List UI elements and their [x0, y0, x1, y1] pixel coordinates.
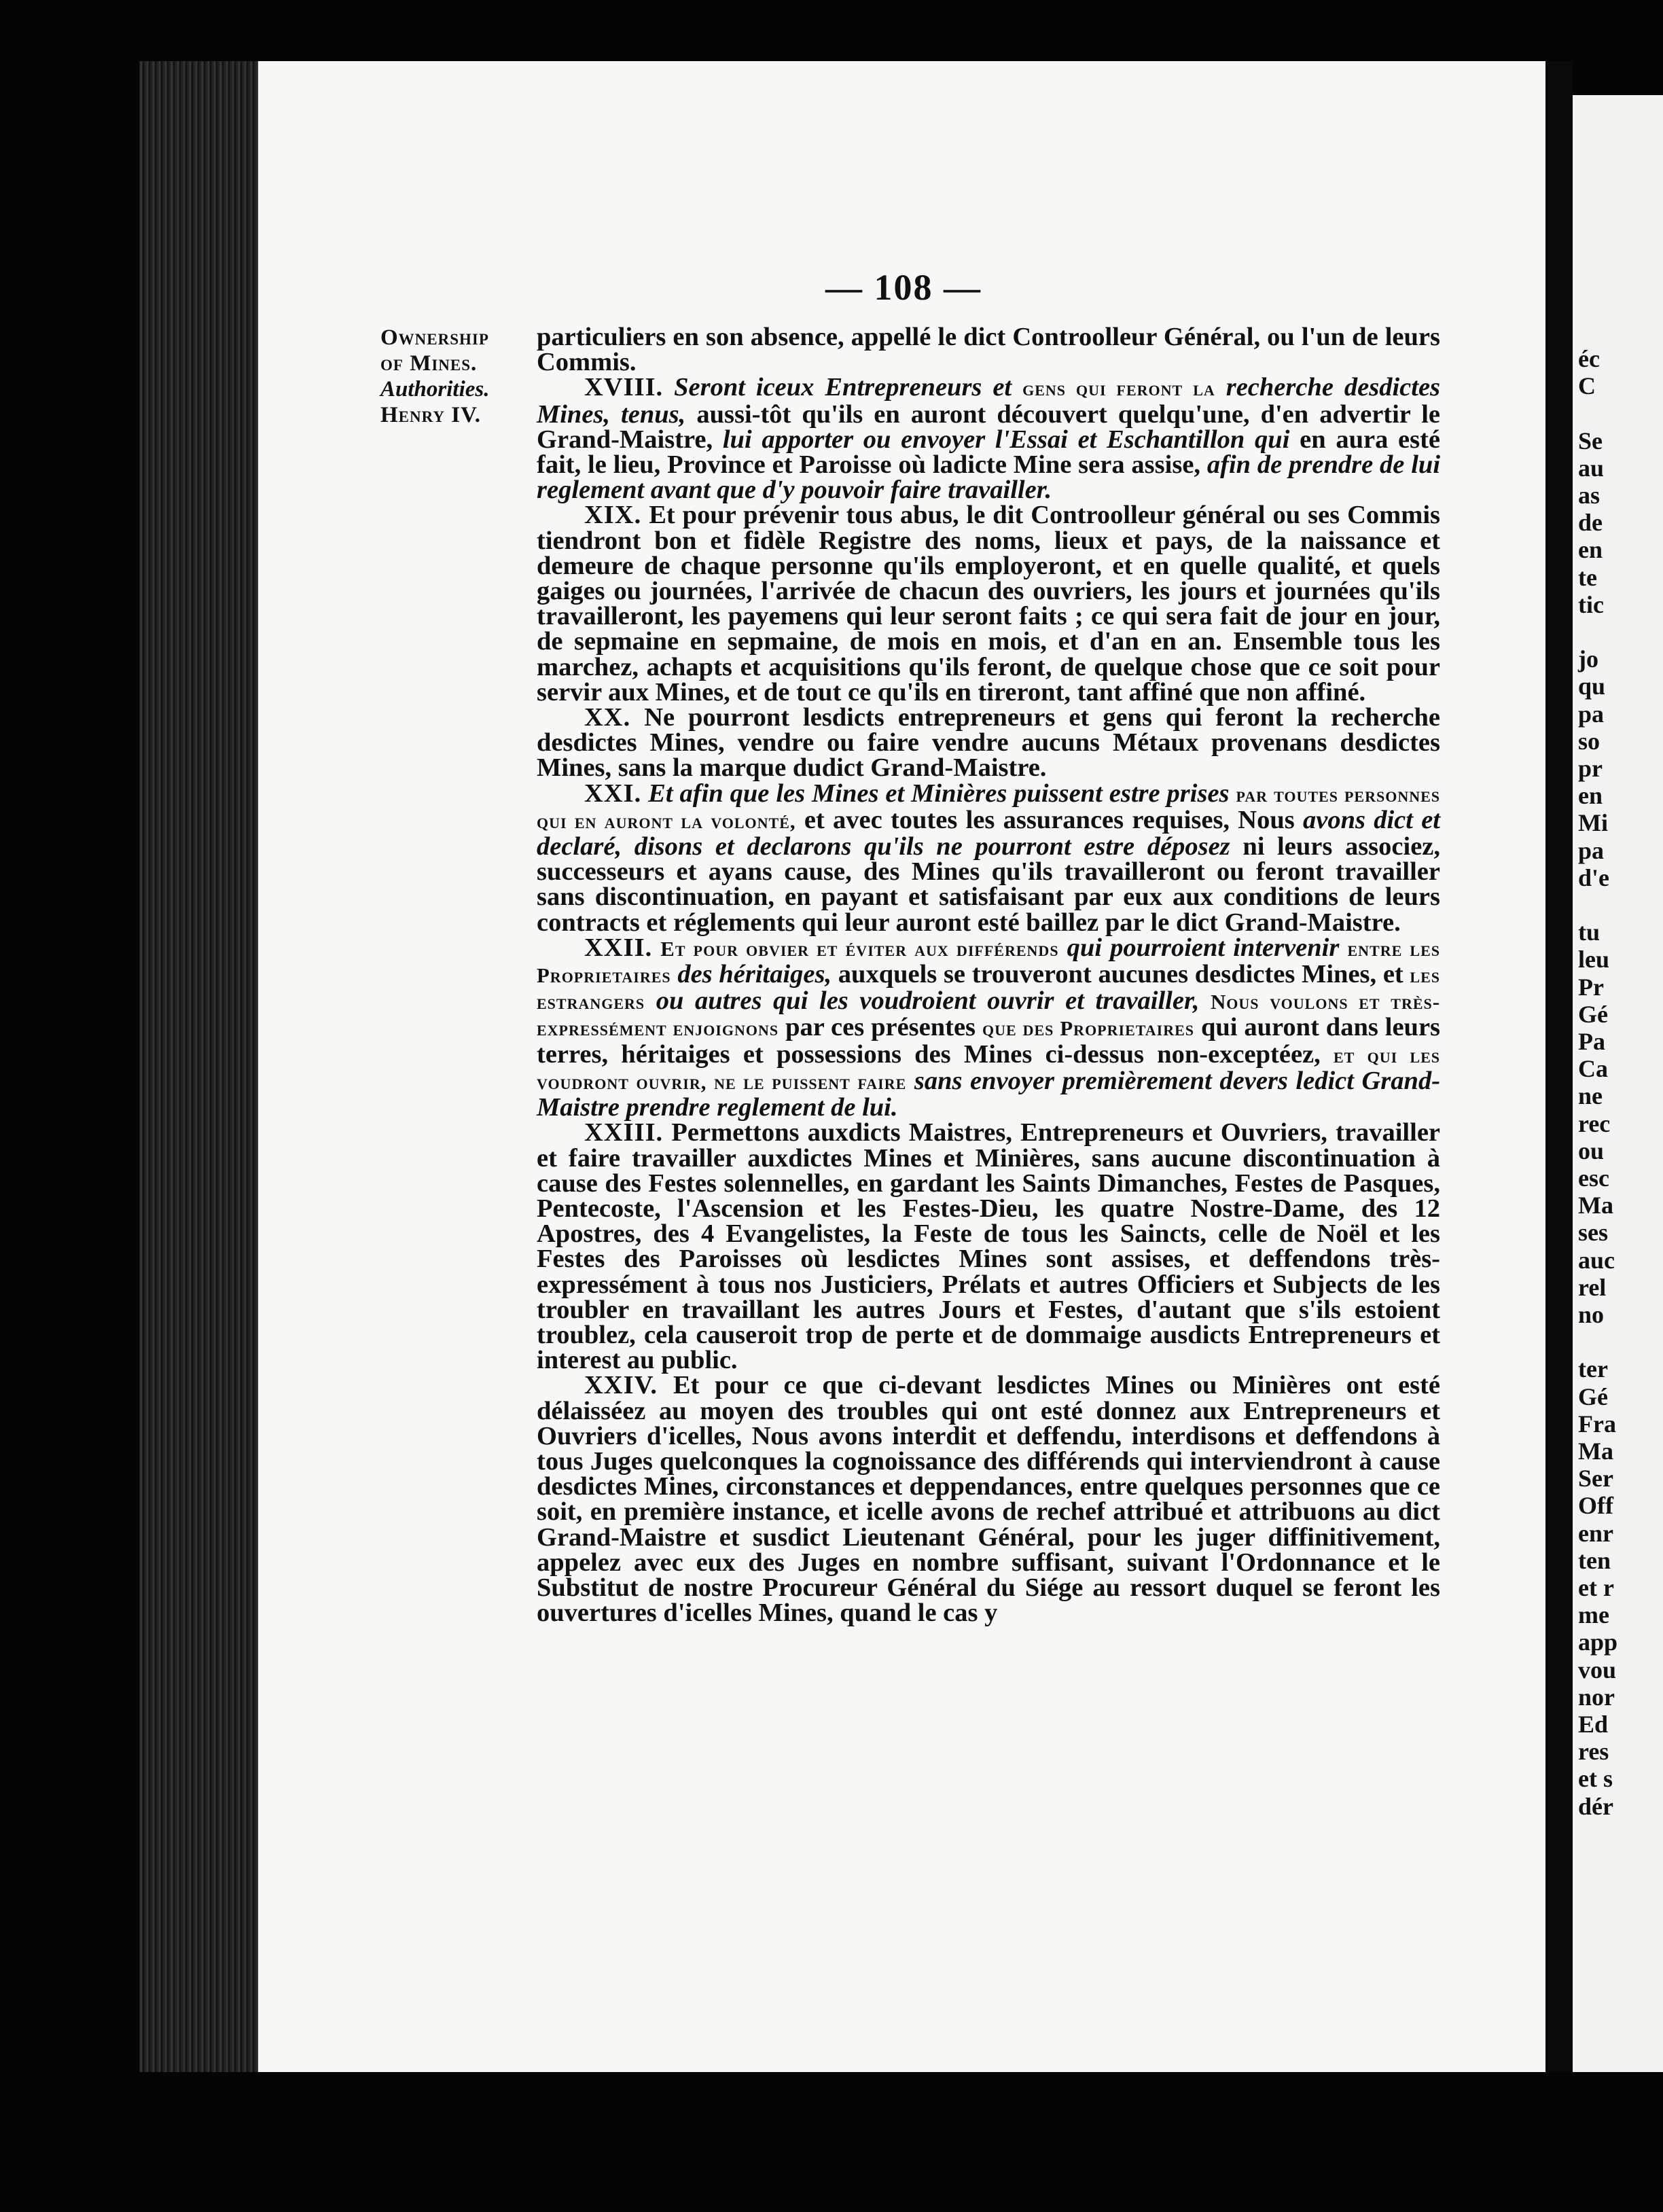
adjacent-page-text: me: [1578, 1601, 1609, 1629]
adjacent-page-text: nor: [1578, 1683, 1615, 1711]
adjacent-page-text: Gé: [1578, 1000, 1608, 1028]
adjacent-page-text: vou: [1578, 1656, 1617, 1683]
adjacent-page-text: ten: [1578, 1546, 1611, 1574]
adjacent-page-text: auc: [1578, 1246, 1615, 1274]
adjacent-page-text: C: [1578, 372, 1596, 400]
adjacent-page-text: no: [1578, 1301, 1605, 1328]
adjacent-page-text: de: [1578, 509, 1603, 537]
adjacent-page-text: pr: [1578, 755, 1603, 782]
adjacent-page-text: et s: [1578, 1765, 1613, 1793]
adjacent-page-text: Ma: [1578, 1192, 1613, 1219]
adjacent-page-text: éc: [1578, 345, 1600, 372]
adjacent-page-text: as: [1578, 482, 1601, 509]
adjacent-page-text: tu: [1578, 918, 1601, 946]
adjacent-page-text: ou: [1578, 1137, 1605, 1164]
adjacent-page-text: jo: [1578, 645, 1598, 673]
adjacent-page-text: app: [1578, 1628, 1618, 1656]
article-xix: XIX. Et pour prévenir tous abus, le dit Controolleur général ou ses Commis tiendront bon et fidèle Registre des noms, lieux et pays, de la naissance et demeure de chaque personne qu'ils employeront, et en quelle qualité, et quels gaiges ou journées, l'arrivée de chacun des ouvriers, les jours et journées qu'ils travailleront, les payemens qui leur seront faits ; ce qui sera fait de jour en jour, de sepmaine en sepmaine, de mois en mois, et d'an en an. Ensemble tous les marchez, achapts et acquisitions qu'ils feront, de quelque chose que ce soit pour servir aux Mines, et de tout ce qu'ils en tireront, tant affiné que non affiné.: [537, 501, 1440, 707]
adjacent-page-text: au: [1578, 454, 1605, 482]
page-number: — 108 —: [825, 267, 982, 308]
book-page-edges: [139, 61, 258, 2072]
adjacent-page-text: Fra: [1578, 1410, 1616, 1438]
adjacent-page-text: pa: [1578, 700, 1605, 728]
adjacent-page-text: enr: [1578, 1519, 1613, 1547]
adjacent-page-text: Ser: [1578, 1465, 1613, 1493]
adjacent-page-text: dér: [1578, 1792, 1613, 1820]
adjacent-page-fragment: [1573, 95, 1663, 2072]
adjacent-page-text: pa: [1578, 836, 1605, 864]
body-text: [537, 325, 1440, 1626]
adjacent-page-text: ne: [1578, 1082, 1603, 1110]
adjacent-page-text: Mi: [1578, 809, 1608, 837]
adjacent-page-text: Se: [1578, 427, 1603, 454]
article-xxiii: XXIII. Permettons auxdicts Maistres, Entrepreneurs et Ouvriers, travailler et faire travailler auxdictes Mines et Minières, sans aucune discontinuation à cause des Festes solennelles, en gardant les Saints Dimanches, Festes de Pasques, Pentecoste, l'Ascension et les Festes-Dieu, les quatre Nostre-Dame, des 12 Apostres, des 4 Evangelistes, la Feste de tous les Saincts, celle de Noël et les Festes des Paroisses où lesdictes Mines sont assises, et deffendons très-expressément à tous nos Justiciers, Prélats et autres Officiers et Subjects de les troubler en travaillant les autres Jours et Festes, d'autant que s'ils estoient troublez, cela causeroit trop de perte et de dommaige ausdicts Entrepreneurs et interest au public.: [537, 1118, 1440, 1375]
article-xxiv: XXIV. Et pour ce que ci-devant lesdictes Mines ou Minières ont esté délaisséez au moyen des troubles qui ont esté donnez aux Entrepreneurs et Ouvriers d'icelles, Nous avons interdit et deffendu, interdisons et deffendons à tous Juges quelconques la cognoissance des différends qui interviendront à cause desdictes Mines, circonstances et deppendances, entre quelques personnes que ce soit, en première instance, et icelle avons de rechef attribué et attribuons au dict Grand-Maistre et susdict Lieutenant Général, pour les juger diffinitivement, appelez avec eux des Juges en nombre suffisant, suivant l'Ordonnance et le Substitut de nostre Procureur Général du Siége au ressort duquel se feront les ouvertures d'icelles Mines, quand le cas y: [537, 1371, 1440, 1628]
adjacent-page-text: ter: [1578, 1355, 1608, 1383]
margin-note: [380, 325, 537, 428]
margin-note-line: Authorities.: [380, 377, 490, 402]
adjacent-page-text: so: [1578, 727, 1601, 755]
adjacent-page-text: qu: [1578, 673, 1606, 700]
adjacent-page-text: d'e: [1578, 863, 1610, 891]
article-xxii: XXII. Et pour obvier et éviter aux différends qui pourroient intervenir entre les Proprietaires des héritaiges, auxquels se trouveront aucunes desdictes Mines, et les estrangers ou autres qui les voudroient ouvrir et travailler, Nous voulons et très-expressément enjoignons par ces présentes que des Proprietaires qui auront dans leurs terres, héritaiges et possessions des Mines ci-dessus non-exceptéez, et qui les voudront ouvrir, ne le puissent faire sans envoyer premièrement devers ledict Grand-Maistre prendre reglement de lui.: [537, 933, 1441, 1122]
adjacent-page-text: esc: [1578, 1164, 1609, 1192]
adjacent-page-text: Pa: [1578, 1028, 1605, 1055]
adjacent-page-text: rel: [1578, 1273, 1607, 1301]
adjacent-page-text: en: [1578, 536, 1603, 564]
adjacent-page-text: tic: [1578, 590, 1604, 618]
adjacent-page-text: Pr: [1578, 973, 1604, 1001]
adjacent-page-text: te: [1578, 563, 1597, 591]
adjacent-page-text: Ma: [1578, 1438, 1613, 1465]
adjacent-page-text: leu: [1578, 946, 1610, 974]
adjacent-page-text: Gé: [1578, 1382, 1608, 1410]
paragraph-continuation: particuliers en son absence, appellé le dict Controolleur Général, ou l'un de leurs Commis.: [537, 323, 1440, 377]
adjacent-page-text: Ca: [1578, 1055, 1608, 1083]
adjacent-page-text: Off: [1578, 1492, 1613, 1520]
margin-note-line: Ownership: [380, 325, 489, 350]
margin-note-line: Henry IV.: [380, 403, 481, 427]
book-gutter: [1545, 61, 1573, 2072]
margin-note-line: of Mines.: [380, 351, 478, 376]
article-xviii: XVIII. Seront iceux Entrepreneurs et gens qui feront la recherche desdictes Mines, tenus, aussi-tôt qu'ils en auront découvert quelqu'une, d'en advertir le Grand-Maistre, lui apporter ou envoyer l'Essai et Eschantillon qui en aura esté fait, le lieu, Province et Paroisse où ladicte Mine sera assise, afin de prendre de lui reglement avant que d'y pouvoir faire travailler.: [537, 373, 1441, 505]
adjacent-page-text: rec: [1578, 1109, 1611, 1137]
adjacent-page-text: en: [1578, 782, 1603, 810]
adjacent-page-text: res: [1578, 1738, 1609, 1766]
article-xxi: XXI. Et afin que les Mines et Minières puissent estre prises par toutes personnes qui en auront la volonté, et avec toutes les assurances requises, Nous avons dict et declaré, disons et declarons qu'ils ne pourront estre déposez ni leurs associez, successeurs et ayans cause, des Mines qu'ils travailleront ou feront travailler sans discontinuation, en payant et satisfaisant par eux aux conditions de leurs contracts et réglements qui leur auront esté baillez par le dict Grand-Maistre.: [537, 779, 1441, 937]
adjacent-page-text: Ed: [1578, 1711, 1609, 1738]
article-xx: XX. Ne pourront lesdicts entrepreneurs et gens qui feront la recherche desdictes Mines, vendre ou faire vendre aucuns Métaux provenans desdictes Mines, sans la marque dudict Grand-Maistre.: [537, 703, 1440, 783]
adjacent-page-text: ses: [1578, 1219, 1608, 1247]
adjacent-page-text: et r: [1578, 1574, 1614, 1601]
